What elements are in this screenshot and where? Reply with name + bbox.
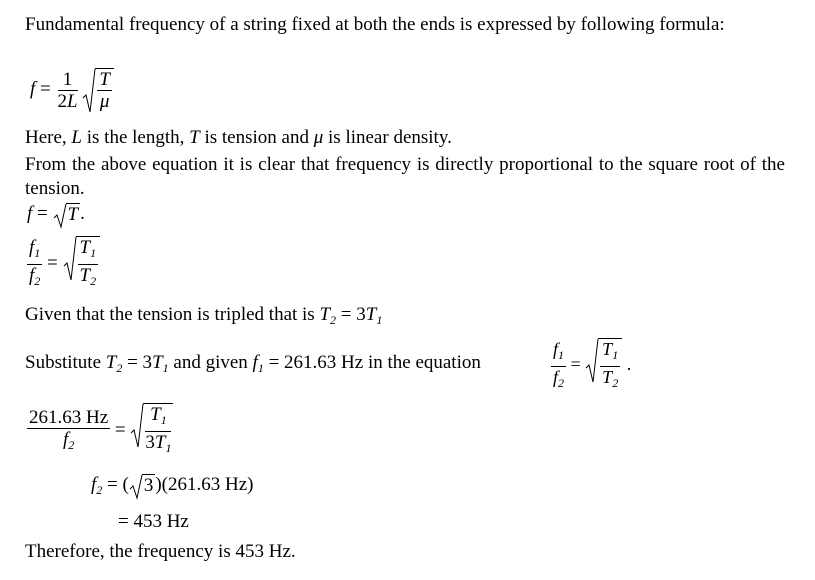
substitution-equation: $\frac{261.63 Hz}{f_2}$ = $\frac{T_1}{3T_1}$: [27, 403, 173, 459]
formula-radical: $\frac{T}{\mu}$: [82, 68, 114, 112]
proportional-paragraph: From the above equation it is clear that frequency is directly proportional to the square root of the tension.: [25, 154, 785, 199]
proportional-equation: f = T .: [27, 203, 85, 226]
formula-numerator: 1: [58, 69, 78, 91]
result-equation: = 453 Hz: [118, 511, 189, 532]
fundamental-frequency-formula: f = $\frac{1}{2L}$ $\frac{T}{\mu}$: [30, 68, 114, 112]
inline-ratio-equation: $\frac{f_1}{f_2}$ = $\frac{T_1}{T_2}$ .: [551, 338, 631, 394]
given-line: Given that the tension is tripled that is $T_2 = 3T_1$: [25, 304, 383, 327]
ratio-equation: $\frac{f_1}{f_2}$ = $\frac{T_1}{T_2}$: [27, 236, 100, 292]
variables-description: Here, L is the length, T is tension and μ is linear density.: [25, 127, 452, 148]
conclusion-line: Therefore, the frequency is 453 Hz.: [25, 541, 296, 562]
intro-paragraph: Fundamental frequency of a string fixed at both the ends is expressed by following formula:: [25, 14, 725, 35]
substitute-line: Substitute $T_2 = 3T_1$ and given $f_1 = 261.63$ Hz in the equation: [25, 352, 481, 375]
calculation-equation: $f_2$ = ( 3 )(261.63 Hz): [91, 474, 254, 497]
